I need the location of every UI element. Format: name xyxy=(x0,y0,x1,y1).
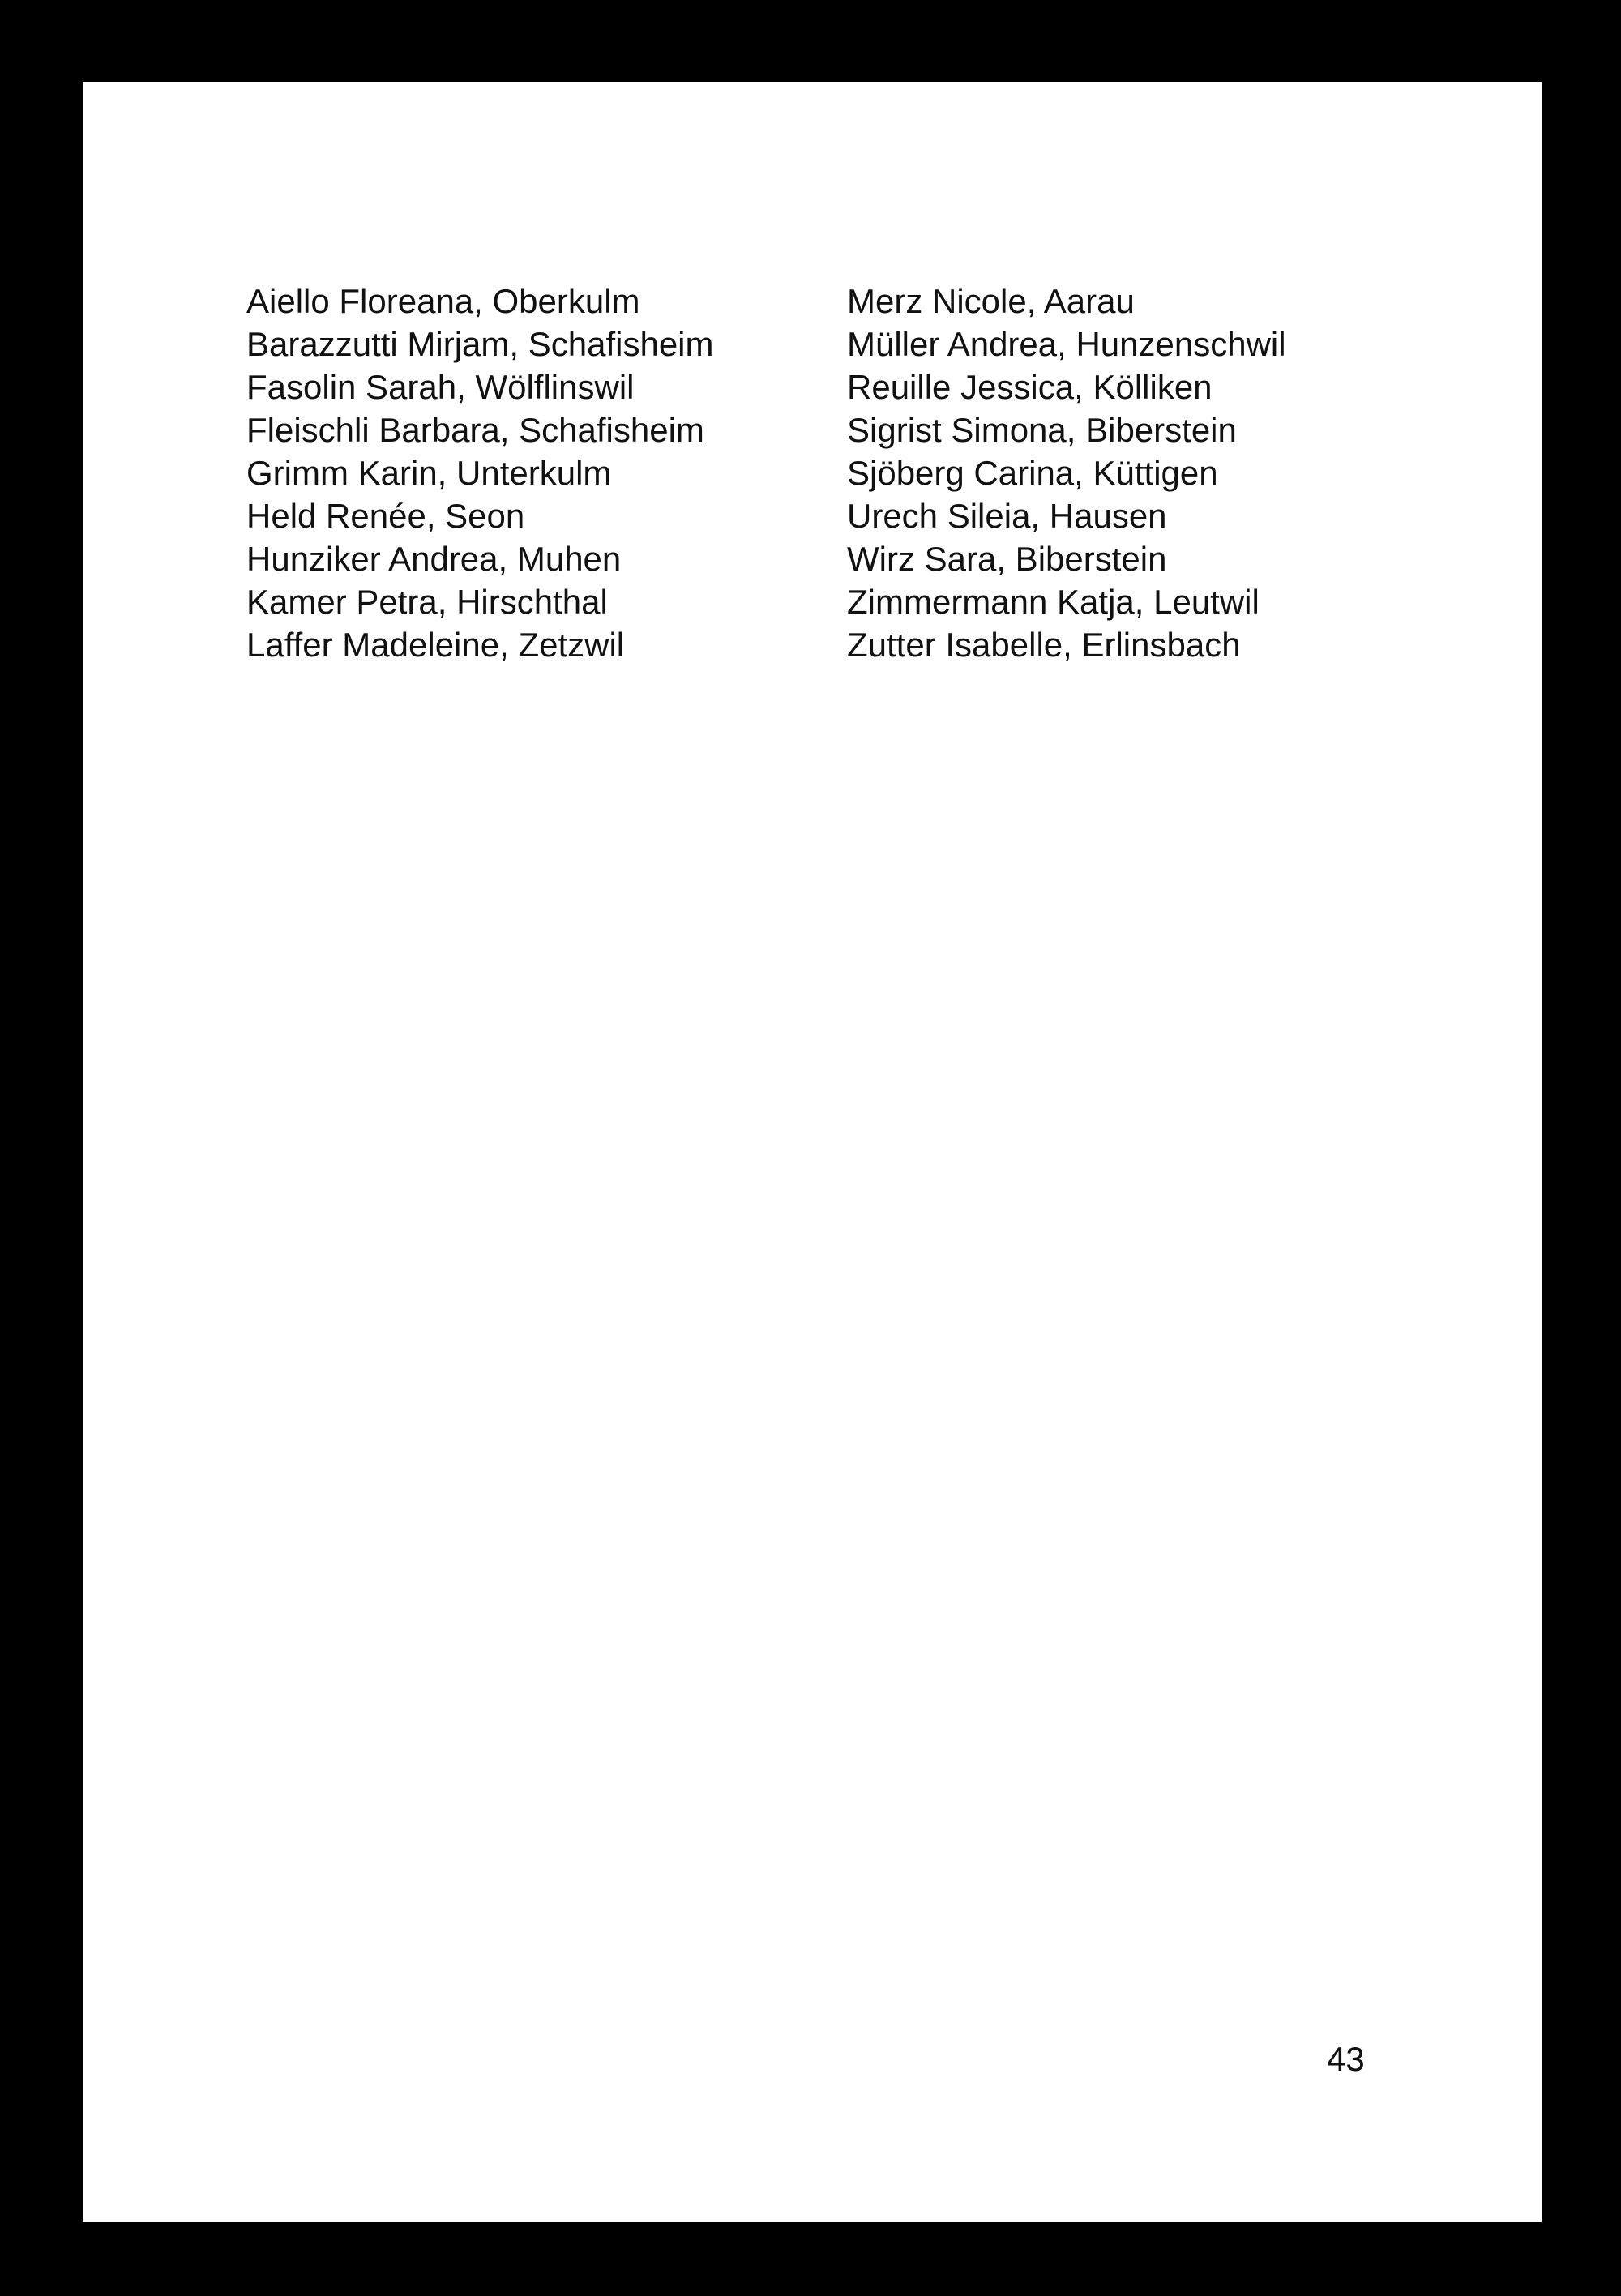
right-name-list xyxy=(847,280,1286,666)
list-item: Wirz Sara, Biberstein xyxy=(847,540,1167,578)
list-item: Held Renée, Seon xyxy=(246,497,525,535)
document-page xyxy=(83,82,1542,2222)
list-item: Reuille Jessica, Kölliken xyxy=(847,368,1213,406)
list-item: Kamer Petra, Hirschthal xyxy=(246,583,608,621)
list-item: Fasolin Sarah, Wölflinswil xyxy=(246,368,635,406)
list-item: Fleischli Barbara, Schafisheim xyxy=(246,411,704,449)
page-number: 43 xyxy=(1327,2040,1365,2078)
list-item: Zutter Isabelle, Erlinsbach xyxy=(847,626,1241,664)
list-item: Zimmermann Katja, Leutwil xyxy=(847,583,1260,621)
list-item: Aiello Floreana, Oberkulm xyxy=(246,282,640,320)
list-item: Merz Nicole, Aarau xyxy=(847,282,1135,320)
list-item: Grimm Karin, Unterkulm xyxy=(246,454,612,492)
list-item: Sigrist Simona, Biberstein xyxy=(847,411,1237,449)
list-item: Urech Sileia, Hausen xyxy=(847,497,1167,535)
list-item: Laffer Madeleine, Zetzwil xyxy=(246,626,625,664)
left-name-list xyxy=(246,280,714,666)
list-item: Hunziker Andrea, Muhen xyxy=(246,540,622,578)
list-item: Sjöberg Carina, Küttigen xyxy=(847,454,1218,492)
list-item: Müller Andrea, Hunzenschwil xyxy=(847,325,1286,363)
list-item: Barazzutti Mirjam, Schafisheim xyxy=(246,325,714,363)
